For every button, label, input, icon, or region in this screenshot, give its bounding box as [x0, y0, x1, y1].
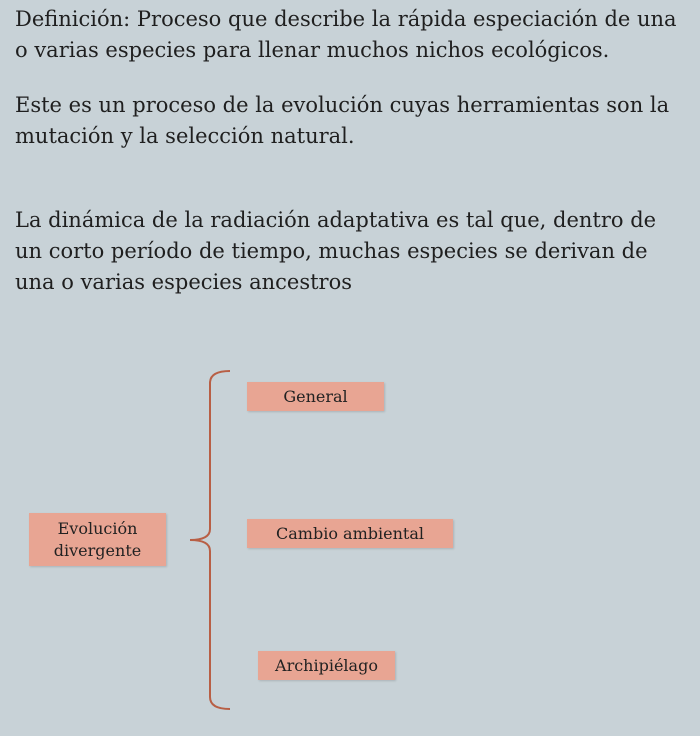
branch-node-general: General — [247, 382, 384, 411]
dynamics-paragraph: La dinámica de la radiación adaptativa es tal que, dentro de un corto período de tiempo, muchas especies se derivan de una o varias especies ancestros — [15, 208, 657, 294]
root-node-line-1: Evolución — [57, 518, 138, 538]
process-paragraph: Este es un proceso de la evolución cuyas herramientas son la mutación y la selección natural. — [15, 93, 670, 148]
definition-paragraph: Definición: Proceso que describe la rápida especiación de una o varias especies para llenar muchos nichos ecológicos. — [15, 7, 677, 62]
root-node-evolucion-divergente — [29, 513, 166, 566]
brace-path — [190, 371, 230, 709]
branch-node-cambio-ambiental: Cambio ambiental — [247, 519, 453, 548]
root-node-line-2: divergente — [53, 540, 142, 560]
branch-node-archipielago: Archipiélago — [258, 651, 395, 680]
